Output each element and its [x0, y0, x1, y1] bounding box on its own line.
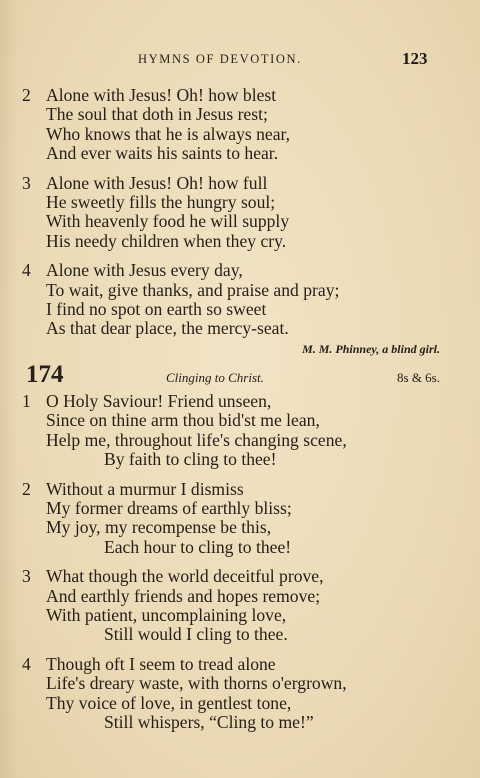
stanza-number: 4 [22, 260, 31, 281]
stanza-line: I find no spot on earth so sweet [46, 299, 267, 320]
line-text: Alone with Jesus! Oh! how full [46, 172, 268, 193]
prev-hymn-stanza-3 [22, 174, 442, 252]
hymn-header [22, 360, 442, 392]
stanza-line [22, 655, 442, 674]
stanza-line [22, 261, 442, 280]
stanza-line [22, 480, 442, 499]
stanza-line [22, 174, 442, 193]
hymn-title: Clinging to Christ. [166, 369, 264, 385]
line-text: Without a murmur I dismiss [46, 478, 244, 499]
stanza-line [22, 86, 442, 105]
line-text: Though oft I seem to tread alone [46, 653, 276, 674]
stanza-line: Help me, throughout life's changing scene, [46, 429, 347, 450]
stanza-line [22, 392, 442, 411]
stanza-number: 2 [22, 478, 31, 499]
stanza-line: The soul that doth in Jesus rest; [46, 104, 268, 125]
line-text: Alone with Jesus every day, [46, 260, 243, 281]
stanza-number: 3 [22, 172, 31, 193]
stanza-line: By faith to cling to thee! [104, 449, 277, 470]
page-number: 123 [402, 49, 428, 68]
stanza-line: Each hour to cling to thee! [104, 536, 292, 557]
page-header [0, 49, 480, 72]
stanza-line: Since on thine arm thou bid'st me lean, [46, 410, 320, 431]
hymn-number: 174 [26, 360, 64, 388]
stanza-line: Still whispers, “Cling to me!” [104, 711, 314, 732]
line-text: O Holy Saviour! Friend unseen, [46, 390, 272, 411]
line-text: What though the world deceitful prove, [46, 566, 324, 587]
prev-hymn-stanza-4 [22, 261, 442, 339]
stanza-line: His needy children when they cry. [46, 230, 287, 251]
stanza-line: Who knows that he is always near, [46, 123, 291, 144]
hymn-stanza-2 [22, 480, 442, 558]
stanza-line: With patient, uncomplaining love, [46, 604, 287, 625]
stanza-number: 4 [22, 653, 31, 674]
stanza-line: With heavenly food he will supply [46, 211, 290, 232]
stanza-line: Life's dreary waste, with thorns o'ergrown, [46, 673, 347, 694]
hymn-stanza-1 [22, 392, 442, 470]
stanza-line: My former dreams of earthly bliss; [46, 497, 292, 518]
hymn-stanza-4 [22, 655, 442, 733]
stanza-line: Thy voice of love, in gentlest tone, [46, 692, 292, 713]
page-content [22, 86, 442, 732]
stanza-number: 1 [22, 390, 31, 411]
running-title: HYMNS OF DEVOTION. [138, 52, 302, 66]
stanza-line: And earthly friends and hopes remove; [46, 585, 321, 606]
hymn-stanza-3 [22, 567, 442, 645]
stanza-line: To wait, give thanks, and praise and pray; [46, 279, 340, 300]
prev-hymn-stanza-2 [22, 86, 442, 164]
stanza-line: Still would I cling to thee. [104, 624, 288, 645]
stanza-line [22, 567, 442, 586]
stanza-line: My joy, my recompense be this, [46, 517, 272, 538]
stanza-number: 3 [22, 566, 31, 587]
stanza-line: As that dear place, the mercy-seat. [46, 318, 289, 339]
stanza-line: He sweetly fills the hungry soul; [46, 192, 276, 213]
hymn-meter: 8s & 6s. [397, 369, 440, 385]
stanza-line: And ever waits his saints to hear. [46, 143, 279, 164]
hymn-attribution: M. M. Phinney, a blind girl. [302, 341, 440, 356]
line-text: Alone with Jesus! Oh! how blest [46, 85, 277, 105]
stanza-number: 2 [22, 85, 31, 105]
